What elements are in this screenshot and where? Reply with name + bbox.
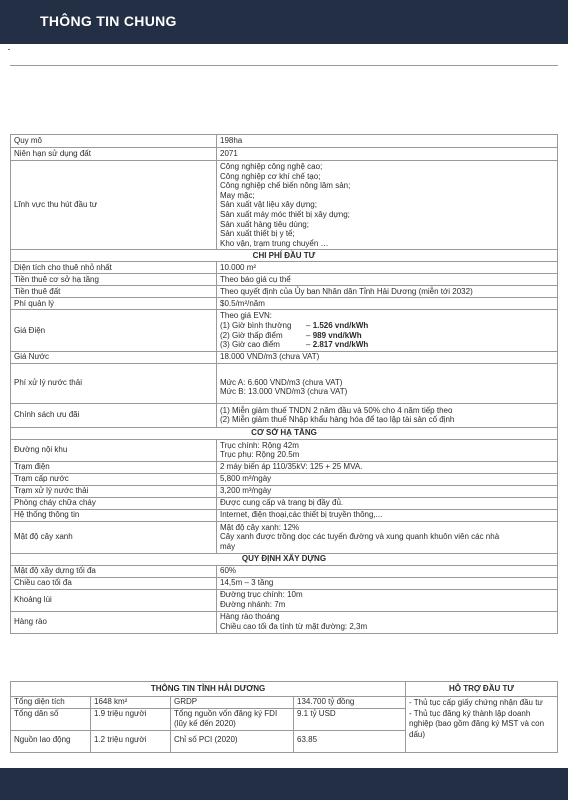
row-label: Đường nội khu [11, 439, 217, 461]
row-value [217, 589, 558, 611]
row-value: Theo quyết định của Ủy ban Nhân dân Tỉnh Hải Dương (miễn tới 2032) [217, 286, 558, 298]
row-value: 18.000 VND/m3 (chưa VAT) [217, 351, 558, 363]
row-label: Chiều cao tối đa [11, 577, 217, 589]
page-title: THÔNG TIN CHUNG [40, 13, 177, 29]
road-sub: Trục phụ: Rộng 20.5m [220, 450, 300, 460]
cell: Nguồn lao động [11, 731, 91, 753]
row-label: Phòng cháy chữa cháy [11, 497, 217, 509]
row-value [217, 439, 558, 461]
row-value: 14,5m – 3 tầng [217, 577, 558, 589]
price-sep: – [306, 330, 311, 340]
list-item: - Thủ tục đăng ký thành lập doanh nghiệp (bao gồm đăng ký MST và con dấu) [409, 708, 545, 739]
sector-list [217, 161, 558, 250]
table-row [11, 161, 558, 250]
cell: 134.700 tỷ đồng [294, 697, 406, 709]
table-row [11, 611, 558, 633]
price-value: 2.817 vnd/kWh [312, 340, 369, 350]
table-row [11, 439, 558, 461]
row-label: Phí quản lý [11, 298, 217, 310]
row-label: Mật độ xây dựng tối đa [11, 565, 217, 577]
price-row [220, 321, 554, 331]
list-item: Kho vận, trạm trung chuyển … [220, 238, 329, 248]
table-row [11, 135, 558, 148]
table-row [11, 148, 558, 161]
green-desc: Cây xanh được trồng dọc các tuyến đường và xung quanh khuôn viên các nhà [220, 532, 500, 542]
section-header [11, 682, 558, 697]
row-label: Diện tích cho thuê nhỏ nhất [11, 262, 217, 274]
row-label: Quy mô [11, 135, 217, 148]
table-row [11, 565, 558, 577]
table-row [11, 697, 558, 709]
cell: Tổng nguồn vốn đăng ký FDI (lũy kế đến 2020) [171, 709, 294, 731]
table-row [11, 473, 558, 485]
table-row [11, 298, 558, 310]
price-name: (3) Giờ cao điểm [220, 340, 280, 350]
wastewater-b: Mức B: 13.000 VND/m3 (chưa VAT) [220, 387, 348, 397]
section-header [11, 250, 558, 262]
list-item: Sản xuất hàng tiêu dùng; [220, 219, 309, 229]
setback-main: Đường trục chính: 10m [220, 590, 303, 600]
table-row [11, 589, 558, 611]
row-value: 5,800 m³/ngày [217, 473, 558, 485]
row-label: Lĩnh vực thu hút đầu tư [11, 161, 217, 250]
cell: 63.85 [294, 731, 406, 753]
row-label: Trạm xử lý nước thải [11, 485, 217, 497]
table-row [11, 403, 558, 427]
row-label: Chính sách ưu đãi [11, 403, 217, 427]
page-header [0, 0, 568, 44]
row-label: Hàng rào [11, 611, 217, 633]
row-label: Niên hạn sử dụng đất [11, 148, 217, 161]
table-row [11, 351, 558, 363]
list-item: - Thủ tục cấp giấy chứng nhận đầu tư [409, 698, 543, 707]
fence-height: Chiều cao tối đa tính từ mặt đường: 2,3m [220, 622, 368, 631]
table-row [11, 497, 558, 509]
footer-band [0, 768, 568, 800]
section-title: CHI PHÍ ĐẦU TƯ [11, 250, 558, 262]
row-value [217, 611, 558, 633]
cell: Tổng diện tích [11, 697, 91, 709]
incentive-2: (2) Miễn giảm thuế Nhập khẩu hàng hóa để tạo lập tài sản cố định [220, 415, 455, 425]
cell: Chỉ số PCI (2020) [171, 731, 294, 753]
table-row [11, 262, 558, 274]
cell: 1648 km² [91, 697, 171, 709]
incentive-1: (1) Miễn giảm thuế TNDN 2 năm đầu và 50% cho 4 năm tiếp theo [220, 405, 453, 415]
price-row [220, 340, 554, 350]
wastewater-a: Mức A: 6.600 VND/m3 (chưa VAT) [220, 377, 343, 387]
table-row [11, 521, 558, 553]
row-value: 3,200 m³/ngày [217, 485, 558, 497]
row-value: 198ha [217, 135, 558, 148]
row-value [217, 403, 558, 427]
setback-sub: Đường nhánh: 7m [220, 600, 286, 609]
table-row [11, 485, 558, 497]
row-value: Theo báo giá cụ thể [217, 274, 558, 286]
price-value: 989 vnd/kWh [312, 330, 362, 340]
divider-tick [8, 49, 10, 50]
row-label: Trạm cấp nước [11, 473, 217, 485]
province-table [10, 681, 558, 753]
row-value: $0.5/m²/năm [217, 298, 558, 310]
section-title: THÔNG TIN TỈNH HẢI DƯƠNG [11, 682, 406, 697]
table-row [11, 461, 558, 473]
row-label: Khoảng lùi [11, 589, 217, 611]
price-intro: Theo giá EVN: [220, 311, 273, 321]
cell: 1.9 triệu người [91, 709, 171, 731]
section-title: HỖ TRỢ ĐẦU TƯ [406, 682, 558, 697]
cell: GRDP [171, 697, 294, 709]
list-item: Sản xuất vật liệu xây dựng; [220, 200, 317, 210]
section-header [11, 427, 558, 439]
row-label: Trạm điện [11, 461, 217, 473]
row-value: Được cung cấp và trang bị đầy đủ. [217, 497, 558, 509]
table-row [11, 363, 558, 403]
price-name: (1) Giờ bình thường [220, 320, 292, 330]
price-name: (2) Giờ thấp điểm [220, 330, 283, 340]
list-item: Công nghiệp chế biến nông lâm sản; [220, 181, 351, 191]
row-value: 2071 [217, 148, 558, 161]
list-item: Công nghiệp công nghệ cao; [220, 162, 323, 171]
cell: Tổng dân số [11, 709, 91, 731]
price-value: 1.526 vnd/kWh [312, 320, 369, 330]
section-title: CƠ SỞ HẠ TẦNG [11, 427, 558, 439]
divider-line [10, 65, 558, 66]
row-value: Internet, điện thoại,các thiết bị truyền thông,... [217, 509, 558, 521]
row-value [217, 521, 558, 553]
row-label: Phí xử lý nước thải [11, 363, 217, 403]
support-list [406, 697, 558, 753]
green-density: Mật độ cây xanh: 12% [220, 522, 300, 532]
list-item: May mặc; [220, 190, 255, 200]
price-sep: – [306, 340, 311, 350]
cell: 9.1 tỷ USD [294, 709, 406, 731]
price-sep: – [306, 320, 311, 330]
info-table [10, 134, 558, 634]
row-label: Tiền thuê cơ sở hạ tầng [11, 274, 217, 286]
table-row [11, 286, 558, 298]
list-item: Công nghiệp cơ khí chế tạo; [220, 171, 321, 181]
cell: 1.2 triệu người [91, 731, 171, 753]
green-desc-2: máy [220, 541, 236, 551]
row-label: Mật độ cây xanh [11, 521, 217, 553]
table-row [11, 274, 558, 286]
row-label: Giá Điện [11, 310, 217, 351]
row-value: 60% [217, 565, 558, 577]
row-label: Giá Nước [11, 351, 217, 363]
section-header [11, 553, 558, 565]
list-item: Sản xuất thiết bị y tế; [220, 229, 295, 239]
row-value: 2 máy biến áp 110/35kV: 125 + 25 MVA. [217, 461, 558, 473]
list-item: Sản xuất máy móc thiết bị xây dựng; [220, 209, 350, 219]
row-label: Tiền thuê đất [11, 286, 217, 298]
price-row [220, 331, 554, 341]
fence-type: Hàng rào thoáng [220, 612, 280, 622]
row-label: Hệ thống thông tin [11, 509, 217, 521]
table-row [11, 509, 558, 521]
row-value [217, 363, 558, 403]
row-value: 10.000 m² [217, 262, 558, 274]
table-row [11, 577, 558, 589]
electricity-prices [217, 310, 558, 351]
table-row [11, 310, 558, 351]
road-main: Trục chính: Rộng 42m [220, 440, 299, 450]
section-title: QUY ĐỊNH XÂY DỰNG [11, 553, 558, 565]
